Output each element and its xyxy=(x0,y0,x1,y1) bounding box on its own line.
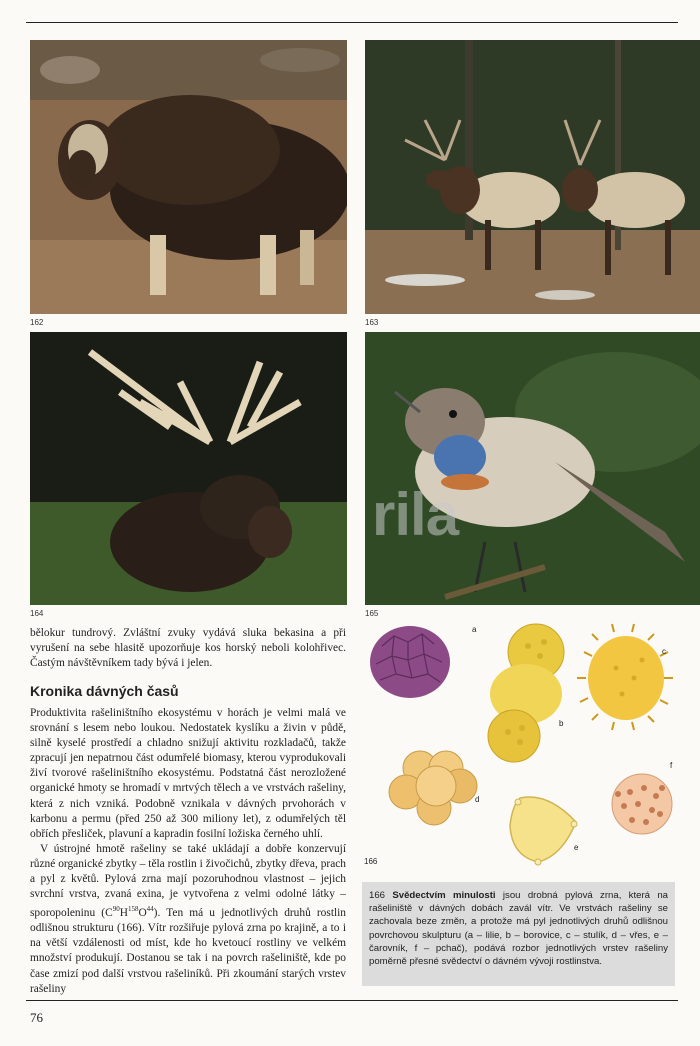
photo-musk-ox xyxy=(30,40,347,314)
formula-o-subscript: 44 xyxy=(146,905,154,914)
paragraph-2 xyxy=(30,842,346,997)
bottom-rule xyxy=(26,1000,678,1001)
pollen-label-c: c xyxy=(662,647,666,656)
photo-number-164: 164 xyxy=(30,609,44,618)
paragraph-2-start: V ústrojné hmotě rašeliny se také ukládají a dobře konzervují různé organické zbytky – těla rostlin i živočichů, zbytky dřeva, prach a pyl z květů. Pylová zrna mají pozoruhodnou vlastnost – jejich svrchní vrstva, zvaná exina, je vytvořena z velmi odolné látky – sporopoleninu (C xyxy=(30,843,346,920)
top-rule xyxy=(26,22,678,23)
photo-moose xyxy=(30,332,347,605)
pollen-c-water-lily xyxy=(577,624,673,730)
photo-bluethroat xyxy=(365,332,700,605)
caption-number: 166 xyxy=(369,890,386,901)
watermark: rila xyxy=(372,481,459,548)
pollen-figure-number: 166 xyxy=(364,857,378,866)
formula-h-subscript: 158 xyxy=(127,905,139,914)
pollen-d-heather xyxy=(389,751,480,825)
caption-text xyxy=(369,889,668,968)
photo-number-165: 165 xyxy=(365,609,379,618)
page-number: 76 xyxy=(30,1010,43,1025)
formula-h: H xyxy=(119,907,128,920)
pollen-label-d: d xyxy=(475,795,480,804)
caption-title: Svědectvím minulosti xyxy=(392,890,496,901)
pollen-label-f: f xyxy=(670,761,673,770)
pollen-f-thistle xyxy=(612,774,672,834)
intro-paragraph: bělokur tundrový. Zvláštní zvuky vydává sluka bekasina a při vyrušení na sebe hlasitě upozorňuje kos horský neboli kolohřivec. Častým návštěvníkem tady bývá i jelen. xyxy=(30,627,346,670)
section-heading: Kronika dávných časů xyxy=(30,683,179,699)
pollen-label-b: b xyxy=(559,719,564,728)
photo-number-163: 163 xyxy=(365,318,379,327)
formula-o: O xyxy=(138,907,147,920)
pollen-label-e: e xyxy=(574,843,579,852)
caption-box xyxy=(362,882,675,986)
photo-elk xyxy=(365,40,700,314)
caption-body: jsou drobná pylová zrna, která na rašeliniště v dávných dobách zavál vítr. Ve vrstvách rašeliny se zachovala beze změn, a protože má pyl jednotlivých druhů odlišnou povrchovou skulpturu (a – lilie, b – borovice, c – stulík, d – vřes, e – čarovník, f – pchač), podává rozbor jednotlivých vrstev rašeliny poměrně přesné svědectví o dávném vývoji rostlinstva. xyxy=(369,890,668,968)
pollen-label-a: a xyxy=(472,625,477,634)
paragraph-1: Produktivita rašeliništního ekosystému v horách je velmi malá ve srovnání s lesem nebo loukou. Nedostatek kyslíku a živin v půdě, silně kyselé prostředí a chladno snižují aktivitu rozkladačů, takže zpracují jen nepatrnou část odumřelé biomasy, kterou vyprodukovali živí tvorové rašeliništního ekosystému. Podstatná část nerozložené organické hmoty se hromadí v mrtvých tělech a ve vrstvách rašeliny, která z nich vzniká. Podobně vznikala v dávných prvohorách v karbonu a permu (před 250 až 300 miliony let), z odumřelých těl obřích přesliček, plavuní a kapradin fosilní ložiska černého uhlí. xyxy=(30,707,346,840)
pollen-b-pine xyxy=(488,624,564,762)
photo-number-162: 162 xyxy=(30,318,44,327)
paragraph-2-end: ). Ten má u jednotlivých druhů rostlin odlišnou strukturu (166). Vítr rozšiřuje pylová zrna po krajině, a to i na větší vzdálenosti od míst, kde ho kvetoucí rostliny ve velkém množství produkují. Dostanou se tak i na povrch rašeliniště, kde po čase zmizí pod další vrstvou rašeliníků. Při zkoumání starých vrstev rašeliny xyxy=(30,907,347,995)
formula-c-subscript: 90 xyxy=(112,905,120,914)
pollen-illustration xyxy=(362,616,680,878)
pollen-a-lily xyxy=(370,626,450,698)
pollen-e-witch-hazel xyxy=(510,797,577,865)
